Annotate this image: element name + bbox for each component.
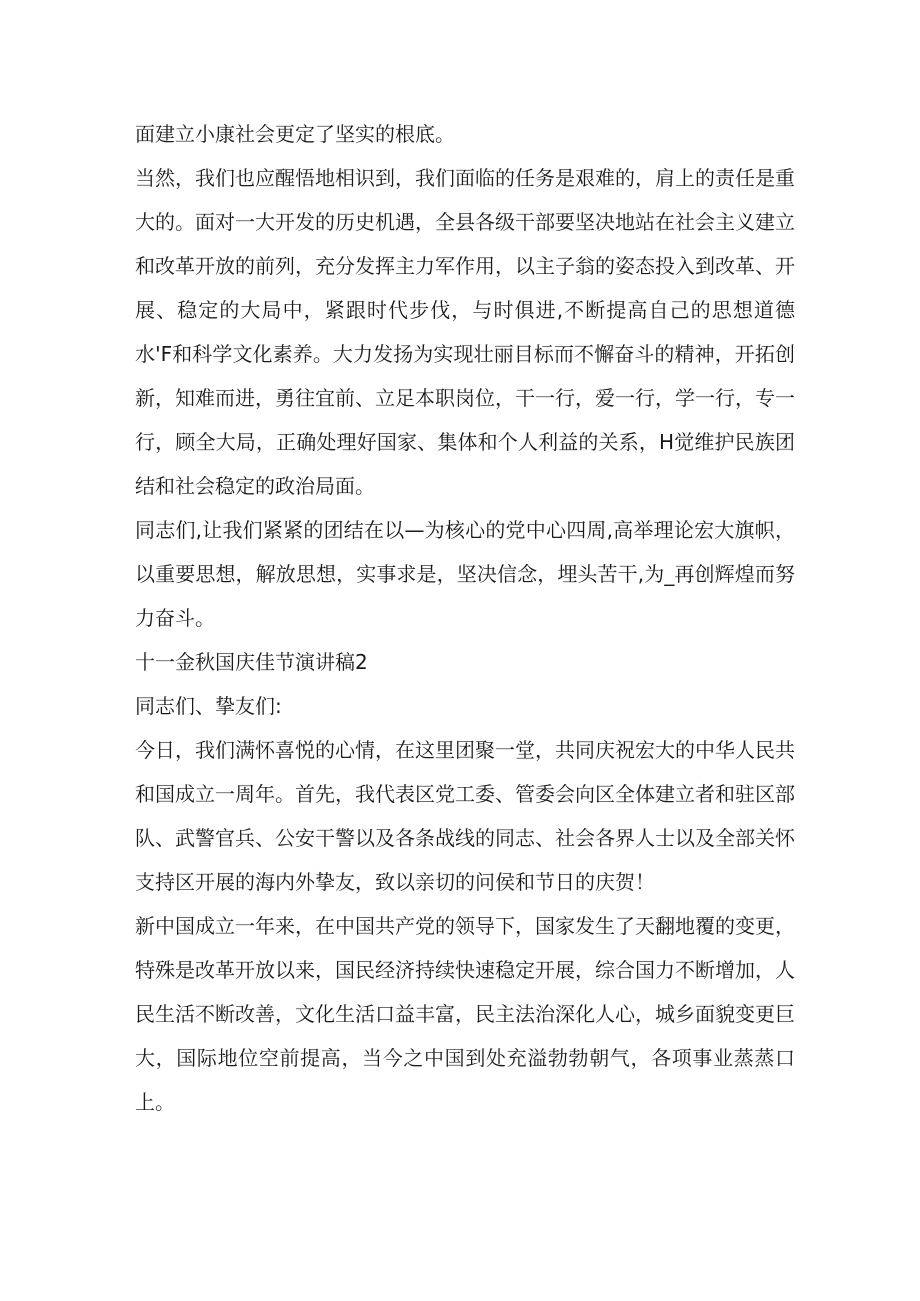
paragraph-responsibility: 当然，我们也应醒悟地相识到，我们面临的任务是艰难的，肩上的责任是重大的。面对一大开发的历史机遇，全县各级干部要坚决地站在社会主义建立和改革开放的前列，充分发挥主力军作用，以主子翁的姿态投入到改革、开展、稳定的大局中，紧跟时代步伐，与时俱进,不断提高自己的思想道德水'F和科学文化素养。大力发扬为实现壮丽目标而不懈奋斗的精神，开拓创新，知难而进，勇往宜前、立足本职岗位，干一行，爱一行，学一行，专一行，顾全大局，正确处理好国家、集体和个人利益的关系，H觉维护民族团结和社会稳定的政治局面。 bbox=[135, 166, 795, 498]
speech-heading: 十一金秋国庆佳节演讲稿2 bbox=[135, 650, 368, 674]
salutation: 同志们、挚友们: bbox=[135, 694, 282, 718]
paragraph-foundation: 面建立小康社会更定了坚实的根底。 bbox=[135, 122, 455, 146]
paragraph-celebration: 今日，我们满怀喜悦的心情，在这里团聚一堂，共同庆祝宏大的中华人民共和国成立一周年。首先，我代表区党工委、管委会向区全体建立者和驻区部队、武警官兵、公安干警以及各条战线的同志、社会各界人士以及全部关怀支持区开展的海内外挚友，致以亲切的问侯和节日的庆贺！ bbox=[135, 738, 795, 894]
paragraph-achievements: 新中国成立一年来，在中国共产党的领导下，国家发生了天翻地覆的变更，特殊是改革开放以来，国民经济持续快速稳定开展，综合国力不断增加，人民生活不断改善，文化生活口益丰富，民主法治深化人心，城乡面貌变更巨大，国际地位空前提高，当今之中国到处充溢勃勃朝气，各项事业蒸蒸口上。 bbox=[135, 914, 795, 1114]
document-body bbox=[135, 112, 795, 1124]
paragraph-unity-call: 同志们,让我们紧紧的团结在以—为核心的党中心四周,高举理论宏大旗帜，以重要思想，解放思想，实事求是，坚决信念，埋头苦干,为_再创辉煌而努力奋斗。 bbox=[135, 518, 795, 630]
